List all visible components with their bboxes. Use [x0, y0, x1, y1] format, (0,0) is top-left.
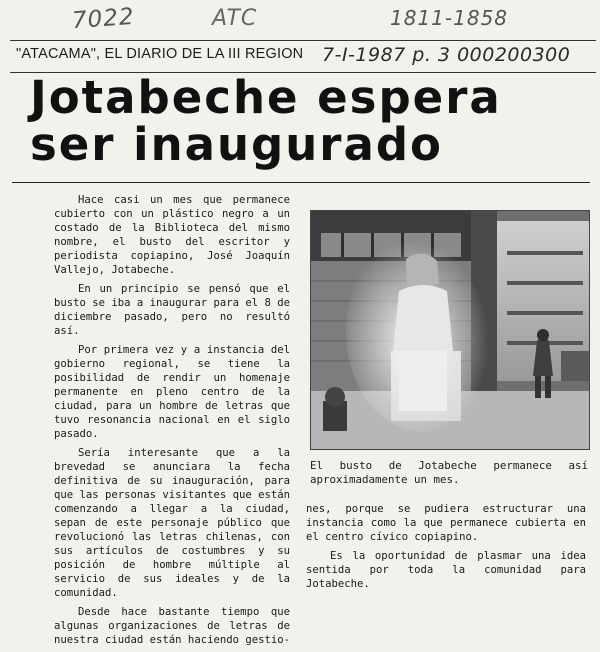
- headline: [30, 71, 590, 171]
- handwritten-date-reference: 7-I-1987 p. 3 000200300: [322, 44, 571, 66]
- paragraph: Por primera vez y a instancia del gobierno regional, se tiene la posibilidad de rendir un homenaje permanente en pleno centro de la ciudad, para un hombre de letras que tuvo resonancia nacional en el siglo pasado.: [54, 344, 290, 440]
- bust-photo: [310, 210, 590, 450]
- headline-line-1: Jotabeche espera: [30, 71, 502, 124]
- headline-rule: [12, 182, 590, 183]
- paragraph: Desde hace bastante tiempo que algunas organizaciones de letras de nuestra ciudad están haciendo gestio-: [54, 606, 290, 646]
- handwritten-code: 7022: [71, 3, 136, 35]
- headline-line-2: ser inaugurado: [30, 118, 443, 171]
- paragraph: En un principio se pensó que el busto se iba a inaugurar para el 8 de diciembre pasado, pero no resultó así.: [54, 283, 290, 337]
- paragraph: Hace casi un mes que permanece cubierto con un plástico negro a un costado de la Biblioteca del mismo nombre, el busto del escritor y periodista copiapino, José Joaquín Vallejo, Jotabeche.: [54, 194, 290, 276]
- paragraph: nes, porque se pudiera estructurar una instancia como la que permanece cubierta en el centro cívico copiapino.: [306, 503, 586, 543]
- header-top-rule: [10, 40, 596, 41]
- photo-caption: El busto de Jotabeche permanece así aproximadamente un mes.: [310, 459, 588, 486]
- article-column-left: [54, 193, 290, 652]
- handwritten-years: 1811-1858: [390, 6, 509, 30]
- paragraph: Sería interesante que a la brevedad se anunciara la fecha definitiva de su inauguración, para que las personas visitantes que están comenzando a llegar a la ciudad, sepan de este personaje público que revolucionó las letras chilenas, con sus artículos de costumbres y su posición de hombre múltiple al servicio de sus ideales y de la comunidad.: [54, 447, 290, 599]
- article-column-right: [306, 502, 586, 596]
- handwritten-atc: ATC: [212, 6, 258, 31]
- newspaper-source: "ATACAMA", EL DIARIO DE LA III REGION: [16, 46, 304, 62]
- paragraph: Es la oportunidad de plasmar una idea sentida por toda la comunidad para Jotabeche.: [306, 550, 586, 590]
